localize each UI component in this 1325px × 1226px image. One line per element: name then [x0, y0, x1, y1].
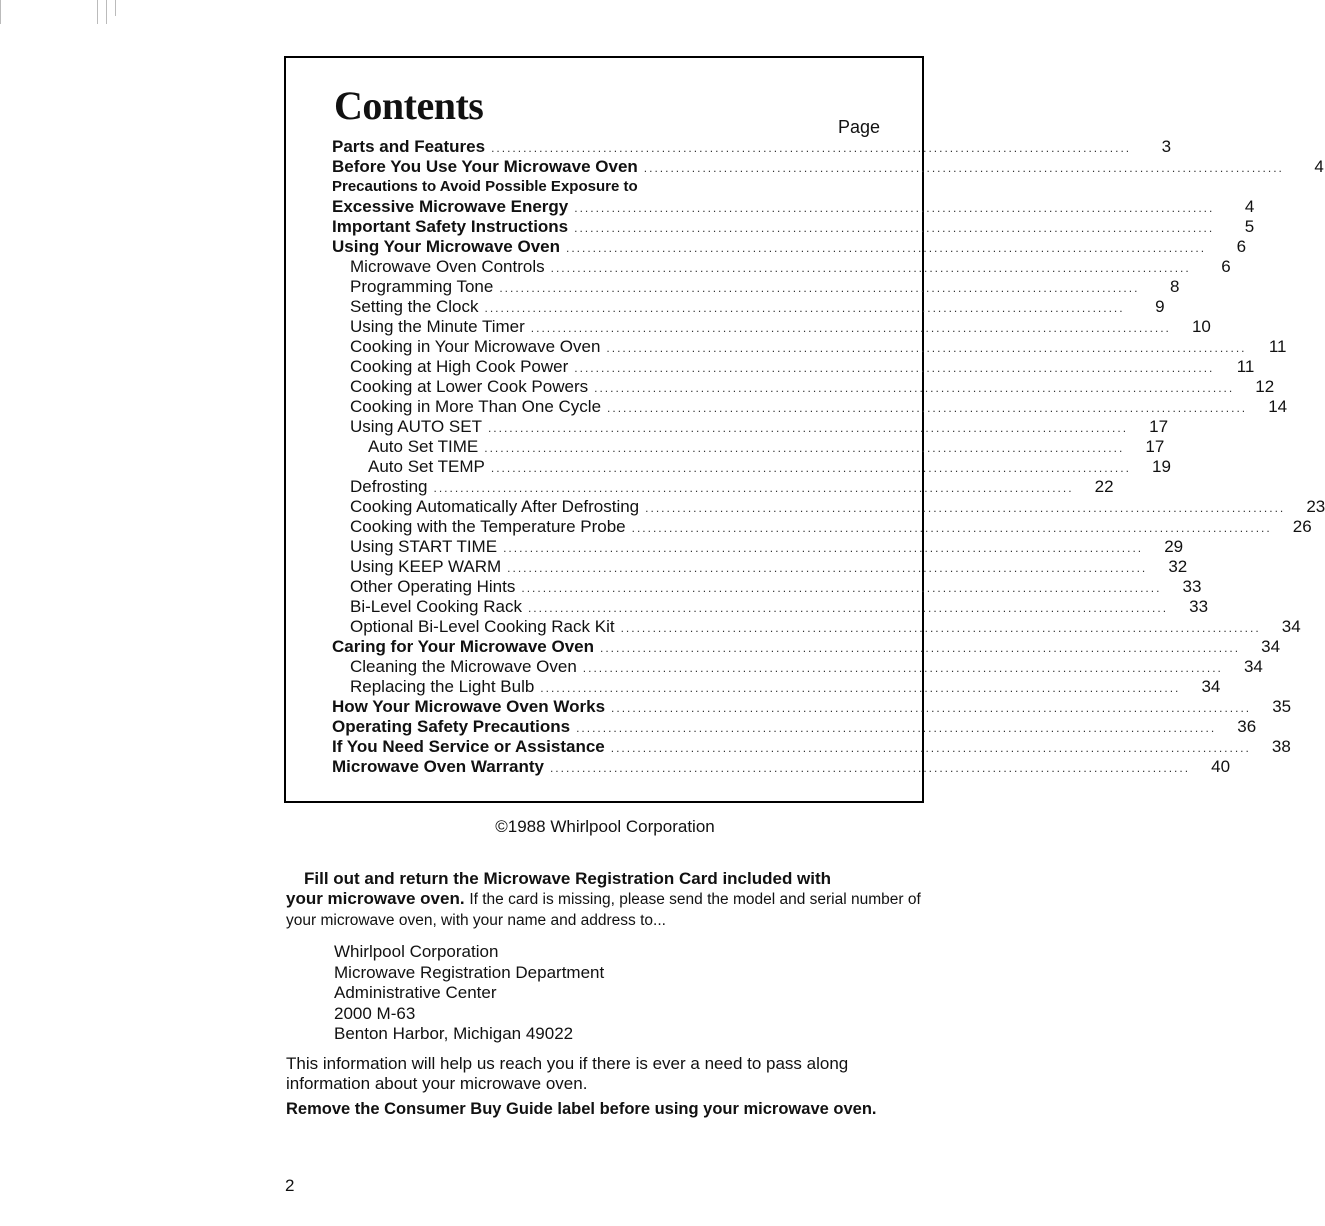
address-line: Benton Harbor, Michigan 49022: [334, 1024, 574, 1043]
toc-entry: [332, 757, 1231, 777]
toc-leader-dots: ........................................................................................................................: [484, 301, 1125, 315]
toc-entry-page: 3: [1161, 137, 1172, 156]
toc-leader-dots: ........................................................................................................................: [491, 141, 1132, 155]
toc-entry: [332, 497, 1325, 517]
toc-leader-dots: ........................................................................................................................: [594, 381, 1235, 395]
toc-entry-label: Optional Bi-Level Cooking Rack Kit: [350, 617, 615, 636]
toc-entry-label: Parts and Features: [332, 137, 486, 156]
toc-entry-label: Auto Set TIME: [368, 437, 479, 456]
address-line: Whirlpool Corporation: [334, 942, 499, 961]
toc-entry-label: Cooking at Lower Cook Powers: [350, 377, 589, 396]
toc-entry: [332, 437, 1165, 457]
toc-entry-label: Replacing the Light Bulb: [350, 677, 535, 696]
address-line: 2000 M-63: [334, 1003, 416, 1023]
toc-entry: [332, 257, 1231, 277]
toc-entry: [332, 317, 1211, 337]
toc-entry: [332, 697, 1292, 717]
toc-leader-dots: ........................................................................................................................: [574, 201, 1215, 215]
toc-entry-page: 12: [1255, 377, 1275, 396]
toc-leader-dots: ........................................................................................................................: [530, 321, 1171, 335]
copyright-notice: ©1988 Whirlpool Corporation: [495, 817, 715, 836]
toc-entry: [332, 397, 1288, 417]
toc-entry-page: 11: [1236, 357, 1255, 376]
toc-leader-dots: ........................................................................................................................: [643, 161, 1284, 175]
toc-entry-page: 35: [1272, 697, 1292, 716]
toc-leader-dots: ........................................................................................................................: [607, 401, 1248, 415]
toc-entry-label: Before You Use Your Microwave Oven: [332, 157, 638, 176]
scan-mark: [0, 0, 1, 24]
toc-leader-dots: ........................................................................................................................: [620, 621, 1261, 635]
toc-entry-label: Using START TIME: [350, 537, 498, 556]
toc-entry-label: Using Your Microwave Oven: [332, 237, 560, 256]
toc-leader-dots: ........................................................................................................................: [487, 421, 1129, 435]
contents-list: [332, 137, 1325, 777]
toc-entry-page: 9: [1155, 297, 1165, 316]
contents-box: [284, 56, 1325, 803]
toc-entry-label: Setting the Clock: [350, 297, 479, 316]
toc-entry-page: 17: [1145, 437, 1165, 456]
toc-entry: [332, 157, 1324, 177]
toc-entry-page: 4: [1314, 157, 1324, 176]
toc-entry-page: 19: [1152, 457, 1171, 476]
toc-entry-page: 11: [1268, 337, 1287, 356]
toc-entry: [332, 537, 1184, 557]
toc-entry-label: Caring for Your Microwave Oven: [332, 637, 594, 656]
toc-leader-dots: ........................................................................................................................: [521, 581, 1162, 595]
toc-leader-dots: ........................................................................................................................: [540, 681, 1181, 695]
toc-leader-dots: ........................................................................................................................: [610, 741, 1251, 755]
toc-entry-page: 38: [1271, 737, 1291, 756]
toc-entry: [332, 237, 1247, 257]
toc-entry: [332, 137, 1172, 157]
toc-entry-page: 33: [1189, 597, 1209, 616]
toc-entry-page: 17: [1149, 417, 1169, 436]
toc-entry: [332, 557, 1188, 577]
toc-entry-label: Cooking in Your Microwave Oven: [350, 337, 601, 356]
toc-entry-label: How Your Microwave Oven Works: [332, 697, 606, 716]
mailing-address: [334, 942, 604, 1045]
toc-entry-label: Operating Safety Precautions: [332, 717, 571, 736]
registration-bold-continuation: your microwave oven.: [286, 889, 465, 908]
registration-instructions: [286, 869, 936, 931]
toc-entry-label: Using KEEP WARM: [350, 557, 502, 576]
toc-entry-label: Cleaning the Microwave Oven: [350, 657, 577, 676]
toc-entry: [332, 617, 1301, 637]
toc-entry: [332, 717, 1257, 737]
toc-leader-dots: ........................................................................................................................: [433, 481, 1074, 495]
contents-title: Contents: [334, 83, 484, 128]
toc-leader-dots: ........................................................................................................................: [574, 221, 1215, 235]
toc-entry-label: If You Need Service or Assistance: [332, 737, 605, 756]
toc-leader-dots: ........................................................................................................................: [527, 601, 1169, 615]
toc-entry: [332, 577, 1202, 597]
toc-entry-page: 34: [1201, 677, 1221, 696]
scan-mark: [106, 0, 107, 24]
toc-leader-dots: ........................................................................................................................: [490, 461, 1131, 475]
toc-leader-dots: ........................................................................................................................: [566, 241, 1207, 255]
toc-entry: [332, 357, 1255, 377]
toc-entry-page: 4: [1244, 197, 1255, 216]
toc-entry-label: Using AUTO SET: [350, 417, 482, 436]
toc-leader-dots: ........................................................................................................................: [606, 341, 1247, 355]
address-line: Microwave Registration Department: [334, 962, 605, 982]
toc-entry: [332, 657, 1263, 677]
toc-entry-page: 36: [1237, 717, 1257, 736]
toc-entry: [332, 597, 1209, 617]
toc-entry-page: 34: [1281, 617, 1301, 636]
toc-leader-dots: ........................................................................................................................: [600, 641, 1241, 655]
page-column-heading: Page: [837, 117, 880, 137]
toc-entry-page: 6: [1221, 257, 1231, 276]
toc-entry: [332, 297, 1165, 317]
toc-entry: [332, 177, 882, 197]
toc-entry-label: Cooking with the Temperature Probe: [350, 517, 626, 536]
toc-entry-label: Cooking Automatically After Defrosting: [350, 497, 640, 516]
toc-entry-page: 34: [1261, 637, 1281, 656]
toc-entry-label: Precautions to Avoid Possible Exposure to: [332, 178, 638, 195]
toc-entry-label: Auto Set TEMP: [368, 457, 485, 476]
toc-entry-page: 10: [1191, 317, 1211, 336]
toc-entry-label: Other Operating Hints: [350, 577, 516, 596]
page-number: 2: [285, 1176, 295, 1195]
toc-entry: [332, 337, 1287, 357]
toc-entry-label: Microwave Oven Warranty: [332, 757, 544, 776]
address-line: Administrative Center: [334, 983, 497, 1002]
toc-leader-dots: ........................................................................................................................: [549, 761, 1191, 775]
toc-entry: [332, 417, 1169, 437]
toc-entry: [332, 197, 1255, 217]
registration-text: If the card is missing, please send the model and serial number of your microwave oven, with your name and address to...: [286, 891, 921, 929]
toc-entry-label: Using the Minute Timer: [350, 317, 525, 336]
toc-leader-dots: ........................................................................................................................: [507, 561, 1148, 575]
toc-entry-label: Cooking at High Cook Power: [350, 357, 569, 376]
toc-entry-page: 26: [1292, 517, 1312, 536]
toc-entry-label: Bi-Level Cooking Rack: [350, 597, 522, 616]
toc-entry-label: Cooking in More Than One Cycle: [350, 397, 602, 416]
toc-entry-page: 34: [1243, 657, 1263, 676]
toc-entry-page: 8: [1169, 277, 1180, 296]
scan-mark: [115, 0, 116, 16]
info-paragraph: This information will help us reach you if there is ever a need to pass along information about your microwave oven.: [286, 1054, 849, 1093]
toc-entry-label: Programming Tone: [350, 277, 494, 296]
toc-entry: [332, 377, 1275, 397]
toc-entry-page: 32: [1168, 557, 1188, 576]
toc-entry: [332, 457, 1171, 477]
toc-entry-page: 22: [1094, 477, 1114, 496]
toc-leader-dots: ........................................................................................................................: [484, 441, 1125, 455]
toc-leader-dots: ........................................................................................................................: [645, 501, 1286, 515]
toc-entry: [332, 517, 1312, 537]
toc-entry: [332, 637, 1281, 657]
scan-mark: [97, 0, 98, 24]
toc-entry-label: Excessive Microwave Energy: [332, 197, 569, 216]
toc-leader-dots: ........................................................................................................................: [503, 541, 1144, 555]
toc-entry: [332, 677, 1221, 697]
toc-leader-dots: ........................................................................................................................: [499, 281, 1140, 295]
toc-entry-page: 23: [1306, 497, 1325, 516]
toc-leader-dots: ........................................................................................................................: [550, 261, 1191, 275]
toc-entry: [332, 277, 1180, 297]
toc-entry: [332, 217, 1255, 237]
toc-entry-page: 29: [1164, 537, 1184, 556]
toc-entry-label: Microwave Oven Controls: [350, 257, 545, 276]
registration-bold-line: Fill out and return the Microwave Registration Card included with: [304, 869, 832, 888]
toc-entry-page: 6: [1236, 237, 1247, 256]
toc-entry-page: 40: [1211, 757, 1231, 776]
toc-entry-page: 14: [1268, 397, 1288, 416]
toc-entry-label: Important Safety Instructions: [332, 217, 569, 236]
toc-entry: [332, 477, 1114, 497]
toc-entry-label: Defrosting: [350, 477, 428, 496]
toc-leader-dots: ........................................................................................................................: [582, 661, 1223, 675]
remove-label-notice: Remove the Consumer Buy Guide label before using your microwave oven.: [286, 1100, 877, 1118]
toc-leader-dots: ........................................................................................................................: [576, 721, 1217, 735]
toc-entry-page: 33: [1182, 577, 1202, 596]
toc-leader-dots: ........................................................................................................................: [574, 361, 1215, 375]
toc-entry: [332, 737, 1291, 757]
toc-entry-page: 5: [1244, 217, 1255, 236]
toc-leader-dots: ........................................................................................................................: [631, 521, 1272, 535]
toc-leader-dots: ........................................................................................................................: [611, 701, 1252, 715]
